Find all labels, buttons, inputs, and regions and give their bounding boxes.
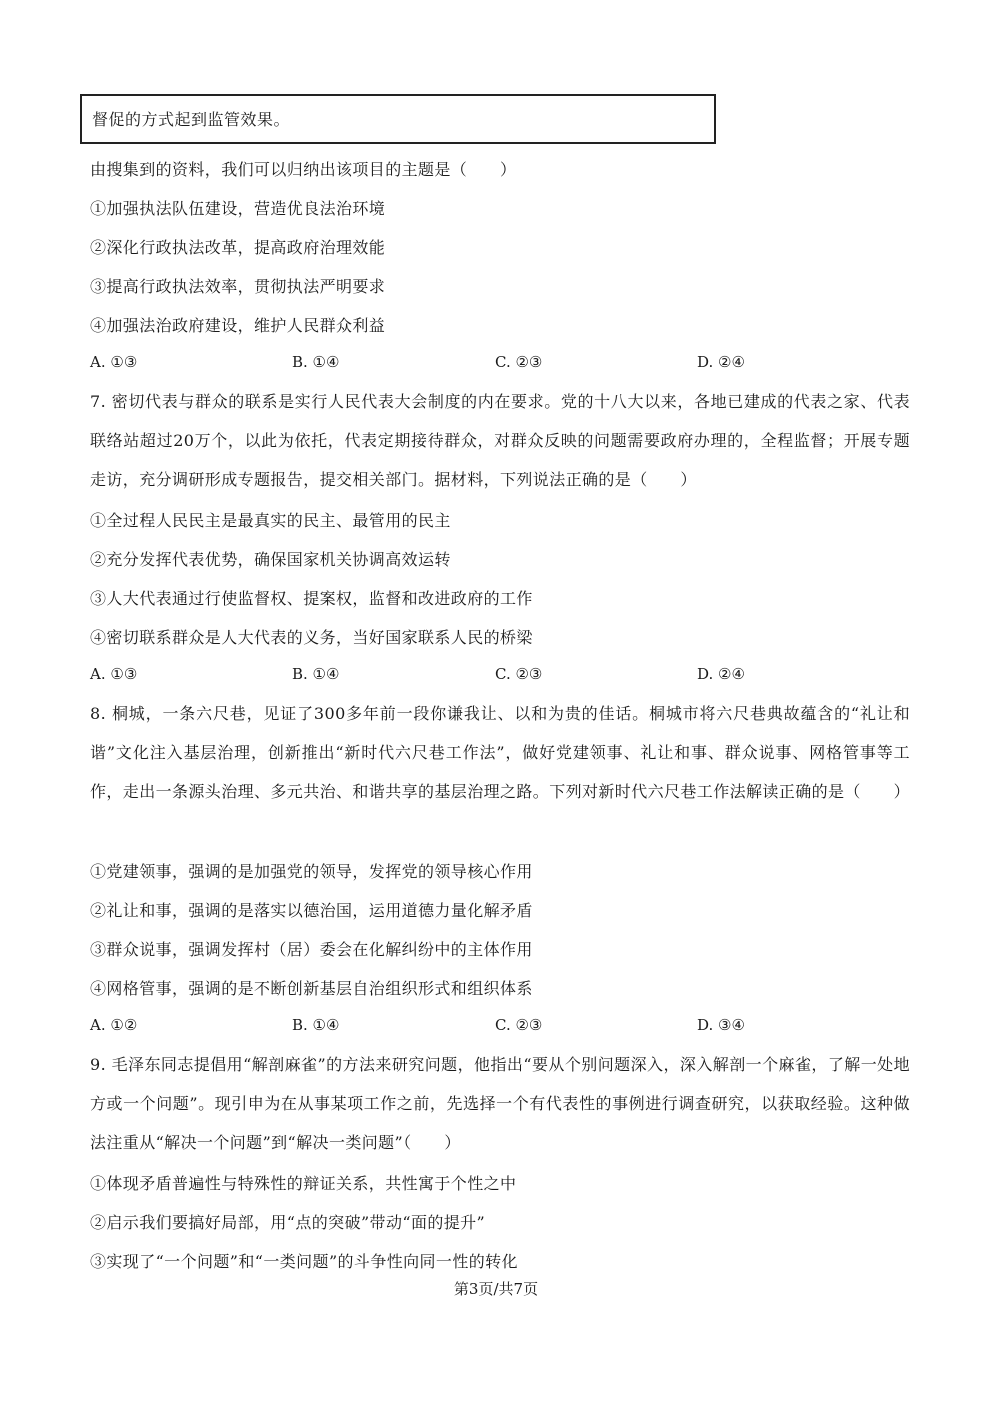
q7-option-a: A. ①③ [90, 665, 138, 683]
q6-item-3: ③提高行政执法效率，贯彻执法严明要求 [90, 277, 386, 296]
q6-option-c: C. ②③ [495, 353, 543, 371]
q8-item-3: ③群众说事，强调发挥村（居）委会在化解纠纷中的主体作用 [90, 940, 533, 959]
q7-item-2: ②充分发挥代表优势，确保国家机关协调高效运转 [90, 550, 451, 569]
q9-item-1: ①体现矛盾普遍性与特殊性的辩证关系，共性寓于个性之中 [90, 1174, 517, 1193]
q7-option-d: D. ②④ [697, 665, 745, 683]
q8-item-4: ④网格管事，强调的是不断创新基层自治组织形式和组织体系 [90, 979, 533, 998]
q8-option-b: B. ①④ [292, 1016, 340, 1034]
q8-option-a: A. ①② [90, 1016, 138, 1034]
q6-item-4: ④加强法治政府建设，维护人民群众利益 [90, 316, 386, 335]
q7-option-c: C. ②③ [495, 665, 543, 683]
q6-item-2: ②深化行政执法改革，提高政府治理效能 [90, 238, 386, 257]
q9-item-2: ②启示我们要搞好局部，用“点的突破”带动“面的提升” [90, 1213, 486, 1232]
q6-option-b: B. ①④ [292, 353, 340, 371]
q9-stem: 9. 毛泽东同志提倡用“解剖麻雀”的方法来研究问题，他指出“要从个别问题深入，深入解剖一个麻雀，了解一处地方或一个问题”。现引申为在从事某项工作之前，先选择一个有代表性的事例进行调查研究，以获取经验。这种做法注重从“解决一个问题”到“解决一类问题”（ ） [90, 1055, 910, 1152]
q7-option-b: B. ①④ [292, 665, 340, 683]
q8-option-d: D. ③④ [697, 1016, 745, 1034]
material-box [80, 94, 716, 144]
q7-item-1: ①全过程人民民主是最真实的民主、最管用的民主 [90, 511, 451, 530]
q7-item-3: ③人大代表通过行使监督权、提案权，监督和改进政府的工作 [90, 589, 533, 608]
q6-stem: 由搜集到的资料，我们可以归纳出该项目的主题是（ ） [90, 160, 517, 179]
q6-option-a: A. ①③ [90, 353, 138, 371]
q6-item-1: ①加强执法队伍建设，营造优良法治环境 [90, 199, 386, 218]
q8-item-2: ②礼让和事，强调的是落实以德治国，运用道德力量化解矛盾 [90, 901, 533, 920]
q6-option-d: D. ②④ [697, 353, 745, 371]
q7-stem: 7. 密切代表与群众的联系是实行人民代表大会制度的内在要求。党的十八大以来，各地已建成的代表之家、代表联络站超过20万个，以此为依托，代表定期接待群众，对群众反映的问题需要政府办理的，全程监督；开展专题走访，充分调研形成专题报告，提交相关部门。据材料，下列说法正确的是（ ） [90, 392, 910, 489]
q7-item-4: ④密切联系群众是人大代表的义务，当好国家联系人民的桥梁 [90, 628, 533, 647]
q8-stem: 8. 桐城，一条六尺巷，见证了300多年前一段你谦我让、以和为贵的佳话。桐城市将六尺巷典故蕴含的“礼让和谐”文化注入基层治理，创新推出“新时代六尺巷工作法”，做好党建领事、礼让和事、群众说事、网格管事等工作，走出一条源头治理、多元共治、和谐共享的基层治理之路。下列对新时代六尺巷工作法解读正确的是（ ） [90, 704, 911, 801]
material-box-text: 督促的方式起到监管效果。 [92, 110, 291, 129]
q8-item-1: ①党建领事，强调的是加强党的领导，发挥党的领导核心作用 [90, 862, 533, 881]
page-number: 第3页/共7页 [453, 1280, 539, 1298]
q8-option-c: C. ②③ [495, 1016, 543, 1034]
q9-item-3: ③实现了“一个问题”和“一类问题”的斗争性向同一性的转化 [90, 1252, 518, 1271]
